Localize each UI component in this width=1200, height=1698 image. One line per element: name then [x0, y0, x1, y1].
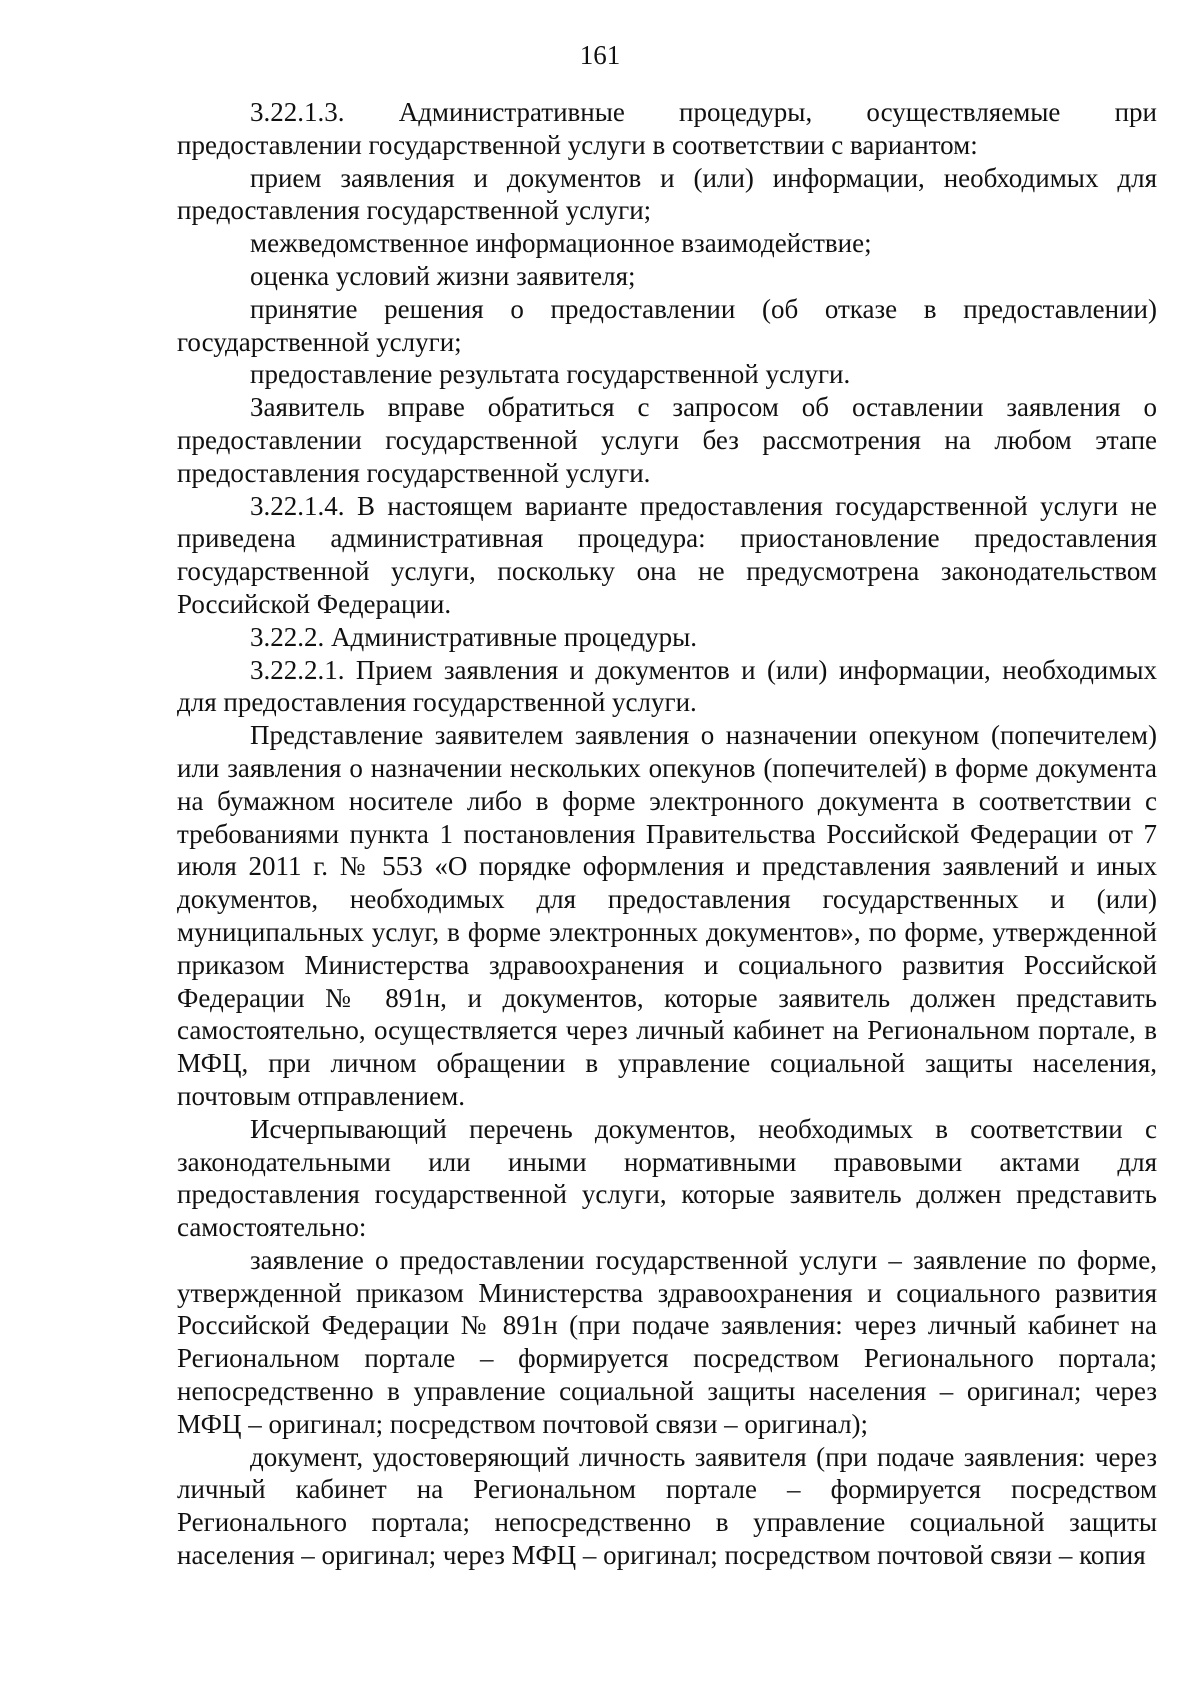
paragraph-3-22-1-4: 3.22.1.4. В настоящем варианте предоставления государственной услуги не приведена административная процедура: приостановление предоставления государственной услуги, поскольку она не предусмотрена законодательством Российской Федерации.	[177, 490, 1157, 619]
paragraph-withdrawal-right: Заявитель вправе обратиться с запросом об оставлении заявления о предоставлении государственной услуги без рассмотрения на любом этапе предоставления государственной услуги.	[177, 392, 1157, 488]
list-item-application-form: заявление о предоставлении государственной услуги – заявление по форме, утвержденной приказом Министерства здравоохранения и социального развития Российской Федерации № 891н (при подаче заявления: через личный кабинет на Региональном портале – формируется посредством Регионального портала; непосредственно в управление социальной защиты населения – оригинал; через МФЦ – оригинал; посредством почтовой связи – оригинал);	[177, 1244, 1157, 1439]
page-number: 161	[579, 40, 621, 70]
list-item-result-provision: предоставление результата государственной услуги.	[250, 359, 851, 390]
list-item-living-conditions-assessment: оценка условий жизни заявителя;	[250, 260, 636, 291]
paragraph-3-22-1-3: 3.22.1.3. Административные процедуры, осуществляемые при предоставлении государственной услуги в соответствии с вариантом:	[177, 97, 1157, 160]
list-item-identity-document: документ, удостоверяющий личность заявителя (при подаче заявления: через личный кабинет на Региональном портале – формируется посредством Регионального портала; непосредственно в управление социальной защиты населения – оригинал; через МФЦ – оригинал; посредством почтовой связи – копия	[177, 1441, 1157, 1571]
document-body	[177, 96, 1157, 1572]
paragraph-documents-list-intro: Исчерпывающий перечень документов, необходимых в соответствии с законодательными или иными нормативными правовыми актами для предоставления государственной услуги, которые заявитель должен представить самостоятельно:	[177, 1113, 1157, 1243]
list-item-application-reception: прием заявления и документов и (или) информации, необходимых для предоставления государственной услуги;	[177, 162, 1157, 226]
list-item-interagency-interaction: межведомственное информационное взаимодействие;	[250, 228, 872, 259]
paragraph-3-22-2: 3.22.2. Административные процедуры.	[250, 621, 698, 652]
list-item-decision-making: принятие решения о предоставлении (об отказе в предоставлении) государственной услуги;	[177, 293, 1157, 357]
paragraph-submission-methods: Представление заявителем заявления о назначении опекуном (попечителем) или заявления о назначении нескольких опекунов (попечителей) в форме документа на бумажном носителе либо в форме электронного документа в соответствии с требованиями пункта 1 постановления Правительства Российской Федерации от 7 июля 2011 г. № 553 «О порядке оформления и представления заявлений и иных документов, необходимых для предоставления государственных и (или) муниципальных услуг, в форме электронных документов», по форме, утвержденной приказом Министерства здравоохранения и социального развития Российской Федерации № 891н, и документов, которые заявитель должен представить самостоятельно, осуществляется через личный кабинет на Региональном портале, в МФЦ, при личном обращении в управление социальной защиты населения, почтовым отправлением.	[177, 720, 1157, 1111]
paragraph-3-22-2-1: 3.22.2.1. Прием заявления и документов и (или) информации, необходимых для предоставления государственной услуги.	[177, 654, 1157, 718]
